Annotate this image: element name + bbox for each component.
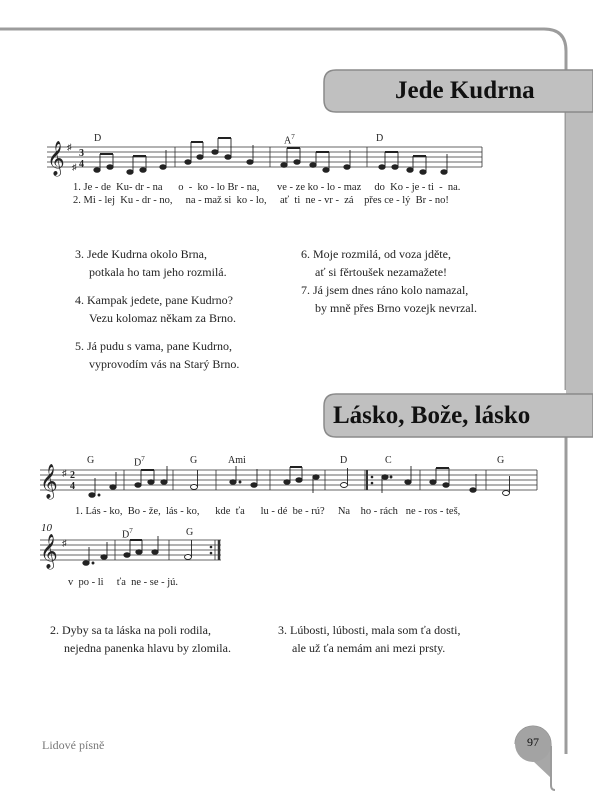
page-number: 97 xyxy=(527,735,539,749)
lyrics-line: v po - li ťa ne - se - jú. xyxy=(68,577,179,588)
verse-line: 5. Já pudu s vama, pane Kudrno, xyxy=(75,339,232,353)
verse-column-left xyxy=(50,621,231,657)
sharp-icon: ♯ xyxy=(72,162,77,172)
lyrics-line: 2. Mi - lej Ku - dr - no, na - maž si ko - lo, xyxy=(73,195,267,206)
lyrics-line: 1. Je - de Ku- dr - na o - ko - lo Br - na, xyxy=(73,182,260,193)
sharp-icon: ♯ xyxy=(62,538,67,548)
verse-line: 2. Dyby sa ta láska na poli rodila, xyxy=(50,623,211,637)
song-title: Lásko, Bože, lásko xyxy=(333,402,531,429)
verse-line: 3. Jede Kudrna okolo Brna, xyxy=(75,247,207,261)
chord-label: $A^7$ xyxy=(284,133,295,147)
sharp-icon: ♯ xyxy=(67,142,72,152)
song-title: Jede Kudrna xyxy=(395,77,535,104)
verse-line: 3. Lúbosti, lúbosti, mala som ťa dosti, xyxy=(278,623,461,637)
chord-label: G xyxy=(186,527,194,538)
verse-line: potkala ho tam jeho rozmilá. xyxy=(89,265,227,279)
time-signature: 2 xyxy=(70,470,75,481)
treble-clef-icon: 𝄞 xyxy=(40,534,58,569)
verse-line: nejedna panenka hlavu by zlomila. xyxy=(64,641,231,655)
lyrics-line: 1. Lás - ko, Bo - že, lás - ko, kde ťa lu - dé be - rú? Na ho - rách ne - ros - teš, xyxy=(75,506,461,517)
verse-line: vyprovodím vás na Starý Brno. xyxy=(89,357,240,371)
verse-column-right xyxy=(278,621,460,657)
chord-label: $D^7$ xyxy=(134,455,145,469)
chord-label: C xyxy=(385,455,392,466)
measure-number: 10 xyxy=(41,522,52,534)
time-signature: 3 xyxy=(79,148,84,159)
verse-column-left xyxy=(75,245,239,373)
verse-line: 7. Já jsem dnes ráno kolo namazal, xyxy=(301,283,469,297)
chord-label: D xyxy=(94,133,102,144)
chord-label: G xyxy=(87,455,95,466)
treble-clef-icon: 𝄞 xyxy=(47,141,65,176)
verse-line: 4. Kampak jedete, pane Kudrno? xyxy=(75,293,233,307)
lyrics-line: ať ti ne - vr - zá přes ce - lý Br - no! xyxy=(280,195,449,206)
verse-line: Vezu kolomaz někam za Brno. xyxy=(89,311,236,325)
chord-label: D xyxy=(376,133,384,144)
lyrics-line: ve - ze ko - lo - maz do Ko - je - ti - na. xyxy=(277,182,461,193)
chord-label: G xyxy=(190,455,198,466)
svg-text:4: 4 xyxy=(79,159,84,170)
chord-label: $D^7$ xyxy=(122,527,133,541)
chord-label: G xyxy=(497,455,505,466)
sharp-icon: ♯ xyxy=(62,468,67,478)
svg-text:4: 4 xyxy=(70,481,75,492)
verse-line: 6. Moje rozmilá, od voza jděte, xyxy=(301,247,451,261)
chord-label: Ami xyxy=(228,455,246,466)
verse-line: by mně přes Brno vozejk nevrzal. xyxy=(315,301,477,315)
verse-column-right xyxy=(301,245,477,317)
treble-clef-icon: 𝄞 xyxy=(40,464,58,499)
chord-label: D xyxy=(340,455,348,466)
book-section-label: Lidové písně xyxy=(42,738,105,752)
verse-line: ať si fěrtoušek nezamažete! xyxy=(315,265,448,279)
verse-line: ale už ťa nemám ani mezi prsty. xyxy=(292,641,446,655)
music-staff xyxy=(0,130,593,190)
